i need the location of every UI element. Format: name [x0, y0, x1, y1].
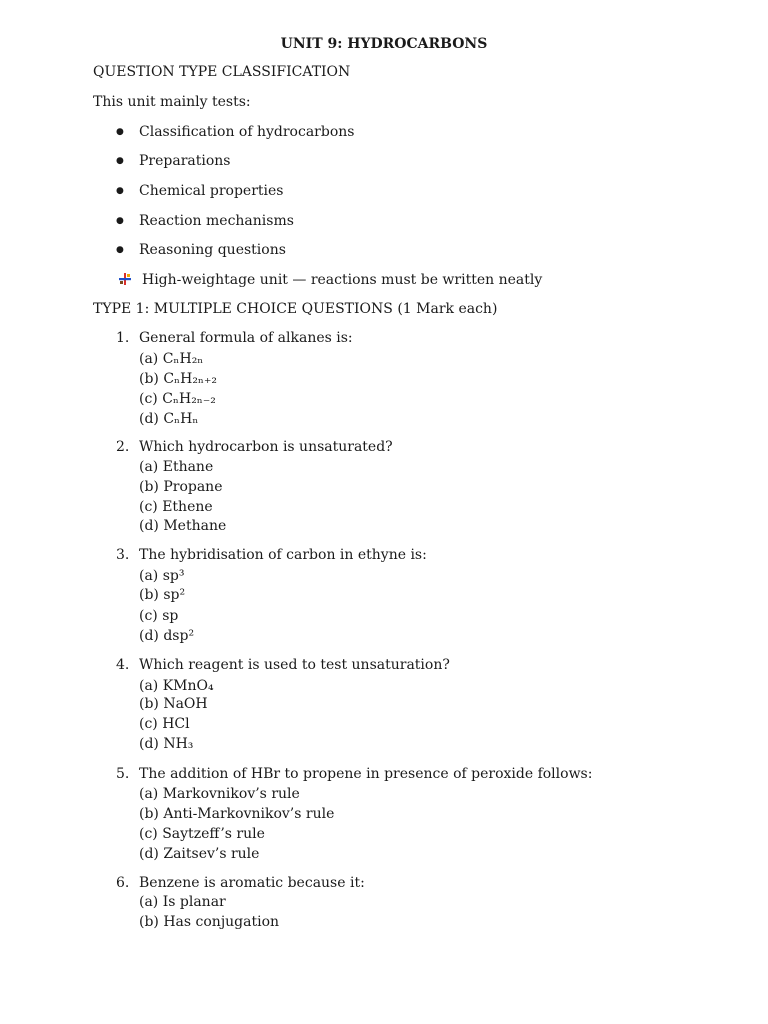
- question-number: 5.: [116, 766, 130, 782]
- question-option: (b) CₙH₂ₙ₊₂: [139, 371, 217, 387]
- bullet-icon: ●: [116, 127, 124, 137]
- bullet-icon: ●: [116, 245, 124, 255]
- question-option: (c) sp: [139, 608, 179, 624]
- question-number: 4.: [116, 657, 130, 673]
- question-option: (b) Anti-Markovnikov’s rule: [139, 806, 335, 822]
- question-number: 3.: [116, 547, 130, 563]
- question-option: (a) Ethane: [139, 459, 214, 475]
- topic-item: Chemical properties: [139, 183, 284, 199]
- question-option: (a) Is planar: [139, 894, 226, 910]
- question-option: (d) CₙHₙ: [139, 411, 199, 427]
- question-text: Which reagent is used to test unsaturation?: [139, 657, 450, 673]
- question-option: (a) CₙH₂ₙ: [139, 351, 204, 367]
- question-option: (b) Propane: [139, 479, 223, 495]
- question-option: (b) sp²: [139, 587, 186, 603]
- type1-heading: TYPE 1: MULTIPLE CHOICE QUESTIONS (1 Mark each): [93, 301, 498, 317]
- question-option: (a) sp³: [139, 568, 185, 584]
- topic-item: Reaction mechanisms: [139, 213, 294, 229]
- question-number: 6.: [116, 875, 130, 891]
- tools-icon: [118, 272, 132, 286]
- topic-item: Preparations: [139, 153, 231, 169]
- question-option: (c) Ethene: [139, 499, 213, 515]
- classification-heading: QUESTION TYPE CLASSIFICATION: [93, 64, 351, 80]
- question-option: (c) Saytzeff’s rule: [139, 826, 265, 842]
- question-option: (a) KMnO₄: [139, 678, 214, 694]
- question-option: (b) Has conjugation: [139, 914, 280, 930]
- intro-text: This unit mainly tests:: [93, 94, 251, 110]
- question-number: 1.: [116, 330, 130, 346]
- question-option: (d) Zaitsev’s rule: [139, 846, 260, 862]
- question-option: (d) NH₃: [139, 736, 194, 752]
- question-text: General formula of alkanes is:: [139, 330, 353, 346]
- bullet-icon: ●: [116, 156, 124, 166]
- note-text: High-weightage unit — reactions must be written neatly: [142, 272, 543, 288]
- question-option: (d) Methane: [139, 518, 227, 534]
- topic-item: Reasoning questions: [139, 242, 286, 258]
- unit-title: UNIT 9: HYDROCARBONS: [280, 36, 488, 52]
- question-option: (a) Markovnikov’s rule: [139, 786, 300, 802]
- question-text: Benzene is aromatic because it:: [139, 875, 365, 891]
- question-option: (c) HCl: [139, 716, 190, 732]
- bullet-icon: ●: [116, 186, 124, 196]
- question-number: 2.: [116, 439, 130, 455]
- bullet-icon: ●: [116, 216, 124, 226]
- question-text: The addition of HBr to propene in presence of peroxide follows:: [139, 766, 593, 782]
- question-option: (c) CₙH₂ₙ₋₂: [139, 391, 216, 407]
- question-text: The hybridisation of carbon in ethyne is:: [139, 547, 427, 563]
- question-option: (d) dsp²: [139, 628, 195, 644]
- question-option: (b) NaOH: [139, 696, 208, 712]
- question-text: Which hydrocarbon is unsaturated?: [139, 439, 393, 455]
- topic-item: Classification of hydrocarbons: [139, 124, 355, 140]
